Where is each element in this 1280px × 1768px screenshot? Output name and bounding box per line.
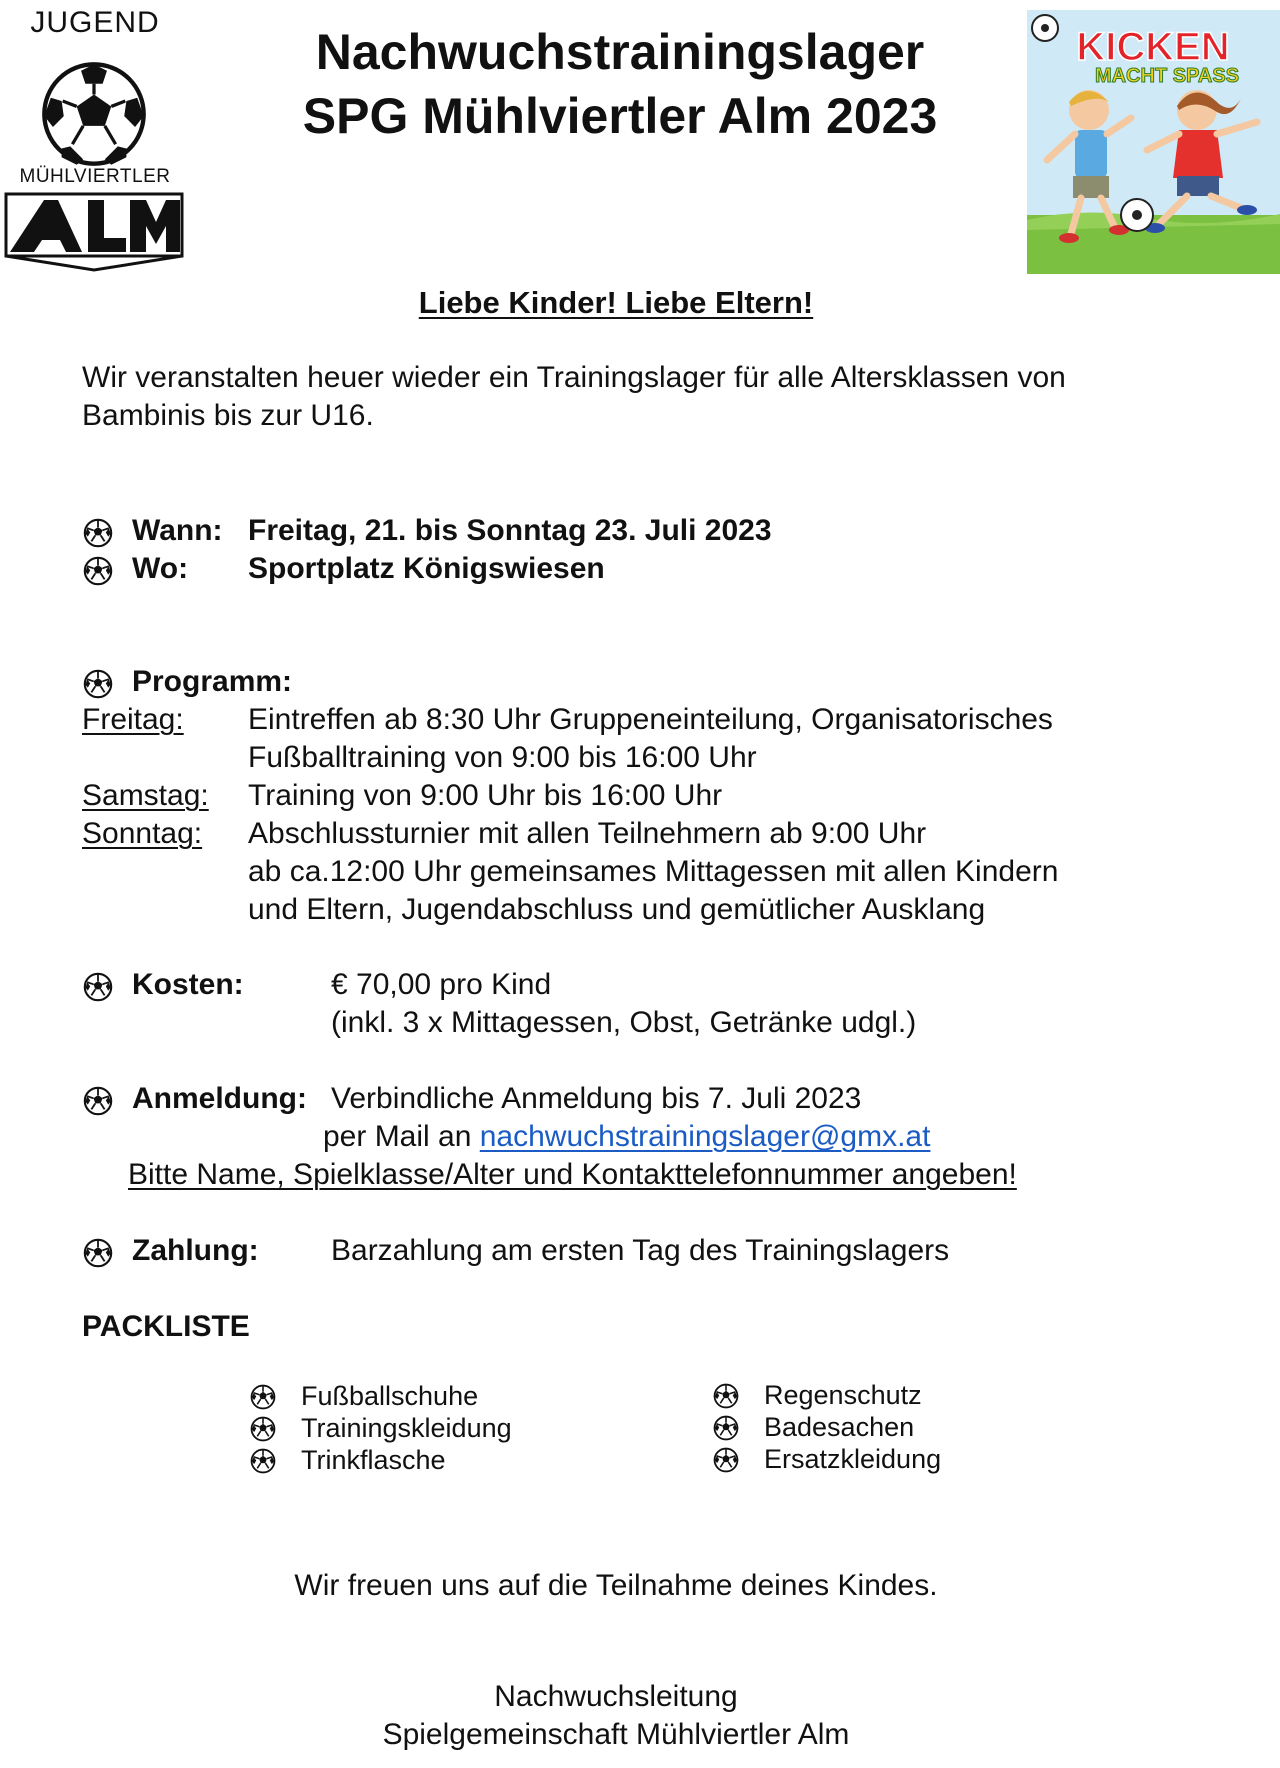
packlist-item: Trainingskleidung <box>301 1413 512 1443</box>
soccer-ball-icon <box>83 972 113 1002</box>
packlist-heading: PACKLISTE <box>82 1310 250 1343</box>
club-logo <box>0 0 190 275</box>
signature-line-2: Spielgemeinschaft Mühlviertler Alm <box>382 1718 850 1751</box>
signature-line-1: Nachwuchsleitung <box>494 1680 738 1713</box>
where-label: Wo: <box>132 552 189 585</box>
costs-label: Kosten: <box>132 968 244 1001</box>
packlist-item: Regenschutz <box>764 1380 922 1410</box>
logo-soccer-ball-icon <box>40 60 148 168</box>
soccer-ball-icon <box>83 669 113 699</box>
registration-email-link[interactable]: nachwuchstrainingslager@gmx.at <box>479 1120 931 1153</box>
picture-subline: MACHT SPASS <box>1094 65 1240 87</box>
costs-line-2: (inkl. 3 x Mittagessen, Obst, Getränke udgl.) <box>331 1006 917 1039</box>
program-day-friday: Freitag: <box>82 703 184 736</box>
registration-note: Bitte Name, Spielklasse/Alter und Kontakttelefonnummer angeben! <box>128 1158 1017 1191</box>
closing-text: Wir freuen uns auf die Teilnahme deines Kindes. <box>294 1569 938 1602</box>
program-sunday-line-3: und Eltern, Jugendabschluss und gemütlicher Ausklang <box>248 893 986 926</box>
soccer-ball-icon <box>713 1415 739 1441</box>
title-line-1: Nachwuchstrainingslager <box>315 24 925 80</box>
logo-alm-mark <box>4 192 184 272</box>
soccer-ball-icon <box>713 1383 739 1409</box>
costs-line-1: € 70,00 pro Kind <box>331 968 552 1001</box>
intro-line-2: Bambinis bis zur U16. <box>82 399 374 432</box>
payment-value: Barzahlung am ersten Tag des Trainingslagers <box>331 1234 950 1267</box>
program-label: Programm: <box>132 665 293 698</box>
logo-top-text: JUGEND <box>30 6 160 39</box>
title-line-2: SPG Mühlviertler Alm 2023 <box>302 88 938 144</box>
program-friday-line-1: Eintreffen ab 8:30 Uhr Gruppeneinteilung, Organisatorisches <box>248 703 1053 736</box>
program-saturday-line-1: Training von 9:00 Uhr bis 16:00 Uhr <box>248 779 723 812</box>
payment-label: Zahlung: <box>132 1234 259 1267</box>
greeting-heading: Liebe Kinder! Liebe Eltern! <box>418 285 814 320</box>
registration-label: Anmeldung: <box>132 1082 307 1115</box>
soccer-ball-icon <box>83 1238 113 1268</box>
soccer-ball-icon <box>83 556 113 586</box>
packlist-item: Trinkflasche <box>301 1445 446 1475</box>
page-title <box>220 20 1020 148</box>
soccer-ball-icon <box>250 1448 276 1474</box>
when-label: Wann: <box>132 514 223 547</box>
when-value: Freitag, 21. bis Sonntag 23. Juli 2023 <box>248 514 772 547</box>
program-day-saturday: Samstag: <box>82 779 209 812</box>
registration-mail-prefix: per Mail an <box>323 1120 472 1153</box>
soccer-ball-icon <box>83 1086 113 1116</box>
where-value: Sportplatz Königswiesen <box>248 552 605 585</box>
registration-line-1: Verbindliche Anmeldung bis 7. Juli 2023 <box>331 1082 862 1115</box>
program-sunday-line-1: Abschlussturnier mit allen Teilnehmern ab 9:00 Uhr <box>248 817 927 850</box>
program-sunday-line-2: ab ca.12:00 Uhr gemeinsames Mittagessen mit allen Kindern <box>248 855 1059 888</box>
packlist-item: Fußballschuhe <box>301 1381 479 1411</box>
kicken-macht-spass-illustration <box>1027 10 1280 274</box>
intro-line-1: Wir veranstalten heuer wieder ein Trainingslager für alle Altersklassen von <box>82 361 1066 394</box>
soccer-ball-icon <box>250 1416 276 1442</box>
logo-middle-text: MÜHLVIERTLER <box>19 166 171 187</box>
soccer-ball-icon <box>83 518 113 548</box>
registration-line-2 <box>323 1118 930 1156</box>
program-friday-line-2: Fußballtraining von 9:00 bis 16:00 Uhr <box>248 741 757 774</box>
program-day-sunday: Sonntag: <box>82 817 203 850</box>
packlist-item: Ersatzkleidung <box>764 1444 942 1474</box>
picture-headline: KICKEN <box>1076 25 1230 69</box>
packlist-item: Badesachen <box>764 1412 915 1442</box>
soccer-ball-icon <box>713 1447 739 1473</box>
soccer-ball-icon <box>250 1384 276 1410</box>
